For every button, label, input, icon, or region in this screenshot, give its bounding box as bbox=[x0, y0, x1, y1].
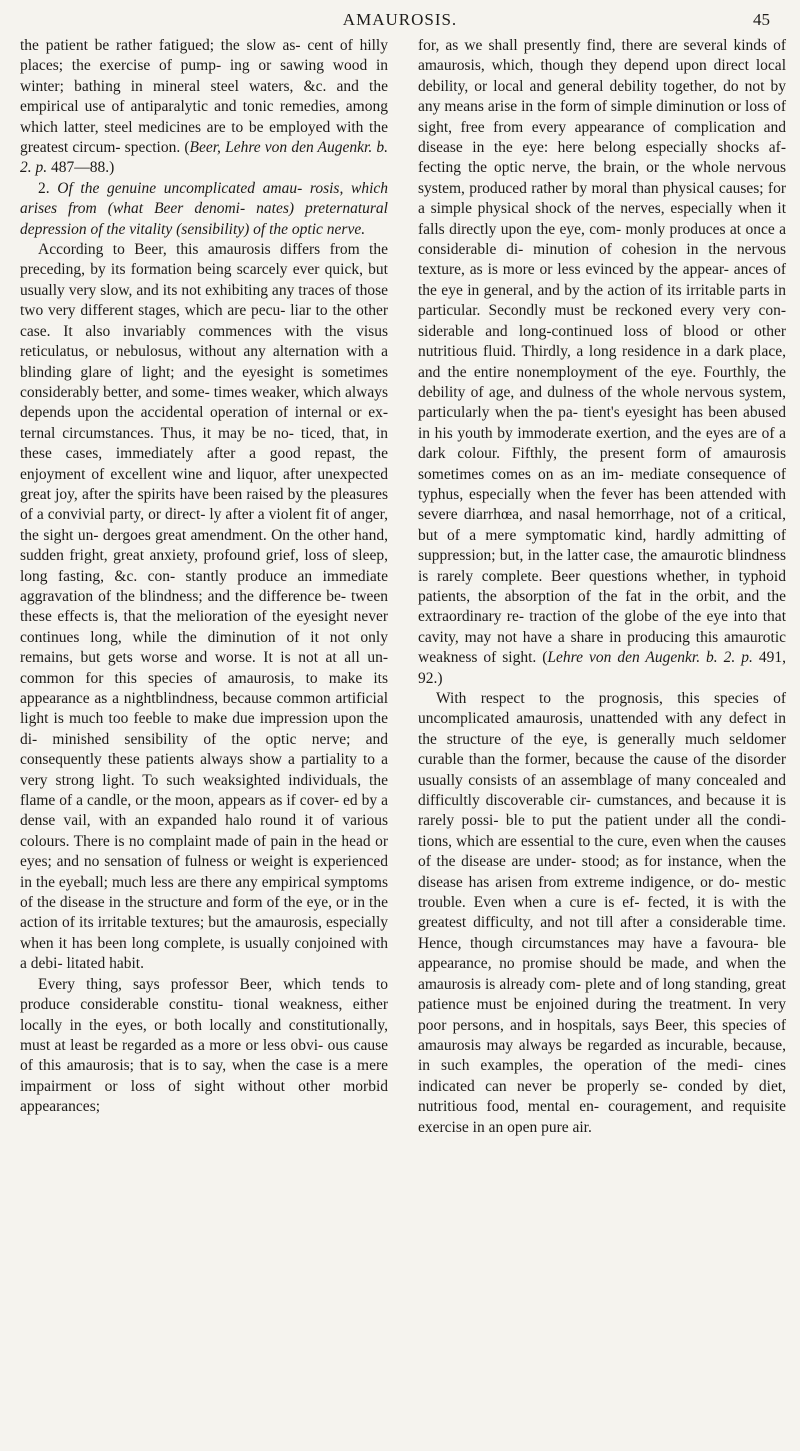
paragraph: Every thing, says professor Beer, which tends to produce considerable constitu- tional weakness, either locally in the eyes, or both locally and constitutionally, must at least be regarded as a more or less obvi- ous cause of this amaurosis; that is to say, when the case is a mere impairment or loss of sight without other morbid appearances; bbox=[20, 975, 388, 1116]
running-head bbox=[0, 8, 800, 38]
section-heading bbox=[20, 179, 388, 240]
right-column bbox=[418, 36, 786, 1138]
paragraph-text: the patient be rather fatigued; the slow as- cent of hilly places; the exercise of pump- ing or sawing wood in winter; bathing in mineral steel waters, &c. and the empirical use of antiparalytic and tonic remedies, among which latter, steel medicines are to be employed with the greatest circum- spection. ( bbox=[20, 37, 388, 157]
running-title: AMAUROSIS. bbox=[342, 10, 458, 29]
paragraph-continued bbox=[20, 36, 388, 179]
paragraph-text: for, as we shall presently find, there are several kinds of amaurosis, which, though they depend upon direct local debility, or local and general debility together, do not by any means arise in the form of simple diminution or loss of sight, free from every appearance of complication and disease in the eye: here belong especially shocks af- fecting the optic nerve, the brain, or the whole nervous system, produced rather by moral than physical causes; for a simple physical shock of the nerves, especially when it falls directly upon the eye, com- monly produces at once a considerable di- minution of cohesion in the nervous texture, as is more or less evinced by the appear- ances of the eye in general, and by the action of its irritable parts in particular. Secondly must be reckoned every very con- siderable and long-continued loss of blood or other nutritious fluid. Thirdly, a long residence in a dark place, and the entire nonemployment of the eye. Fourthly, the debility of age, and dulness of the whole nervous system, particularly when the pa- tient's eyesight has been abused in his youth by immoderate exertion, and the eyes are of a dark colour. Fifthly, the present form of amaurosis sometimes comes on as an im- mediate consequence of typhus, especially when the fever has been attended with severe diarrhœa, and nasal hemorrhage, not of a critical, but of a mere symptomatic kind, hardly admitting of suppression; but, in the latter case, the amaurotic blindness is rarely complete. Beer questions whether, in typhoid patients, the absorption of the fat in the orbit, and the extraordinary re- traction of the globe of the eye into that cavity, may not have a share in producing this amaurotic weakness of sight. ( bbox=[418, 37, 786, 667]
page-number: 45 bbox=[753, 10, 770, 29]
paragraph-text: 491, 92.) bbox=[418, 649, 786, 687]
paragraph-continued bbox=[418, 36, 786, 689]
section-number: 2. bbox=[38, 179, 58, 197]
section-title: Of the genuine uncomplicated amau- rosis, which arises from (what Beer denomi- nates) preternatural depression of the vitality (sensibility) of the optic nerve. bbox=[20, 179, 389, 238]
paragraph: According to Beer, this amaurosis differs from the preceding, by its formation being scarcely ever quick, but usually very slow, and its not exhibiting any traces of those two very different stages, which are pecu- liar to the other case. It also invariably commences with the visus reticulatus, or nebulosus, without any alternation with a blinding glare of light; and the eyesight is sometimes considerably better, and some- times weaker, which always depends upon the accidental operation of internal or ex- ternal circumstances. Thus, it may be no- ticed, that, in these cases, immediately after a good repast, the enjoyment of excellent wine and liquor, after unexpected great joy, after the spirits have been raised by the pleasures of a convivial party, or direct- ly after a violent fit of anger, the sight un- dergoes great amendment. On the other hand, sudden fright, great anxiety, profound grief, loss of sleep, long fasting, &c. con- stantly produce an immediate aggravation of the blindness; and the difference be- tween these effects is, that the melioration of the eyesight never continues long, while the diminution of it not only remains, but gets worse and worse. It is not at all un- common for this species of amaurosis, to make its appearance as a nightblindness, because common artificial light is much too feeble to make due impression upon the di- minished sensibility of the optic nerve; and consequently these patients always show a partiality to a very strong light. To such weaksighted individuals, the flame of a candle, or the moon, appears as if cover- ed by a dense vail, with an expanded halo round it of various colours. There is no complaint made of pain in the head or eyes; and no sensation of fulness or weight is experienced in the eyeball; much less are there any empirical symptoms of the disease in the structure and form of the eye, or in the action of its irritable textures; but the amaurosis, especially when it has been long complete, is usually conjoined with a debi- litated habit. bbox=[20, 241, 388, 973]
left-column bbox=[20, 36, 388, 1118]
paragraph-text: 487—88.) bbox=[47, 159, 115, 177]
paragraph: With respect to the prognosis, this species of uncomplicated amaurosis, unattended with any defect in the structure of the eye, is generally much seldomer curable than the former, because the cause of the disorder usually consists of an assemblage of many concealed and difficultly discoverable cir- cumstances, and because it is rarely possi- ble to put the patient under all the condi- tions, which are essential to the cure, even when the causes of the disease are under- stood; as for instance, when the disease has arisen from extreme indigence, or do- mestic trouble. Even when a cure is ef- fected, it is with the greatest difficulty, and not till after a considerable time. Hence, though circumstances may have a favoura- ble appearance, no promise should be made, and when the amaurosis is already com- plete and of long standing, great patience must be enjoined during the treatment. In very poor persons, and in hospitals, says Beer, this species of amaurosis may always be regarded as incurable, because, in such examples, the operation of the medi- cines indicated can never be properly se- conded by diet, nutritious food, mental en- couragement, and requisite exercise in an open pure air. bbox=[418, 690, 786, 1136]
citation: Lehre von den Augenkr. b. 2. p. bbox=[547, 649, 753, 667]
citation: Beer, Lehre von den Augenkr. b. 2. p. bbox=[20, 139, 388, 177]
